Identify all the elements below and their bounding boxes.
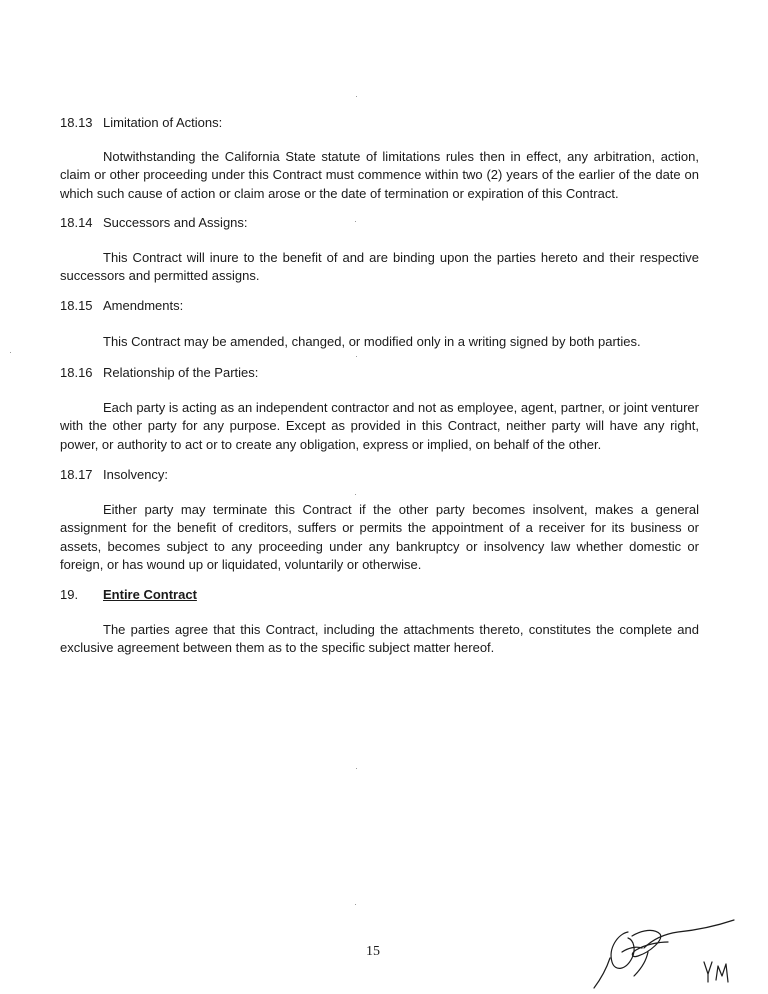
section-title: Relationship of the Parties:: [103, 365, 259, 380]
scan-speck: [355, 221, 356, 222]
section-title: Limitation of Actions:: [103, 115, 223, 130]
section-number: 18.15: [60, 298, 93, 313]
section-body-18-13: Notwithstanding the California State statute of limitations rules then in effect, any arbitration, action, claim or other proceeding under this Contract must commence within two (2) years of the earlier of the date on which such cause of action or claim arose or the date of termination or expiration of this Contract.: [60, 149, 699, 201]
section-heading-19: [60, 586, 700, 604]
section-title: Insolvency:: [103, 467, 169, 482]
section-heading-18-16: [60, 364, 700, 382]
section-heading-18-15: [60, 297, 700, 315]
section-heading-18-14: [60, 214, 700, 232]
section-number: 19.: [60, 587, 79, 602]
section-title: Entire Contract: [103, 587, 197, 602]
section-body-18-16: Each party is acting as an independent contractor and not as employee, agent, partner, or joint venturer with the other party for any purpose. Except as provided in this Contract, neither party will have any right, power, or authority to act or to create any obligation, express or implied, on behalf of the other.: [60, 400, 699, 452]
section-body-18-14: This Contract will inure to the benefit of and are binding upon the parties hereto and their respective successors and permitted assigns.: [60, 250, 699, 284]
section-body-19: The parties agree that this Contract, including the attachments thereto, constitutes the complete and exclusive agreement between them as to the specific subject matter hereof.: [60, 622, 699, 656]
section-heading-18-13: [60, 114, 700, 132]
section-number: 18.14: [60, 215, 93, 230]
section-title: Amendments:: [103, 298, 184, 313]
page-number: 15: [366, 944, 380, 959]
signature-mark: [588, 912, 738, 990]
scan-speck: [356, 356, 357, 357]
section-body-18-17: Either party may terminate this Contract if the other party becomes insolvent, makes a general assignment for the benefit of creditors, suffers or permits the appointment of a receiver for its business or assets, becomes subject to any proceeding under any bankruptcy or insolvency law whether domestic or foreign, or has wound up or liquidated, voluntarily or otherwise.: [60, 502, 699, 572]
section-number: 18.17: [60, 467, 93, 482]
scan-speck: [356, 768, 357, 769]
scan-speck: [355, 904, 356, 905]
section-title: Successors and Assigns:: [103, 215, 248, 230]
section-heading-18-17: [60, 466, 700, 484]
section-body-18-15: This Contract may be amended, changed, or modified only in a writing signed by both parties.: [103, 334, 641, 349]
section-number: 18.13: [60, 115, 93, 130]
scan-speck: [355, 494, 356, 495]
scan-speck: [356, 96, 357, 97]
scan-speck: [10, 352, 11, 353]
section-number: 18.16: [60, 365, 93, 380]
